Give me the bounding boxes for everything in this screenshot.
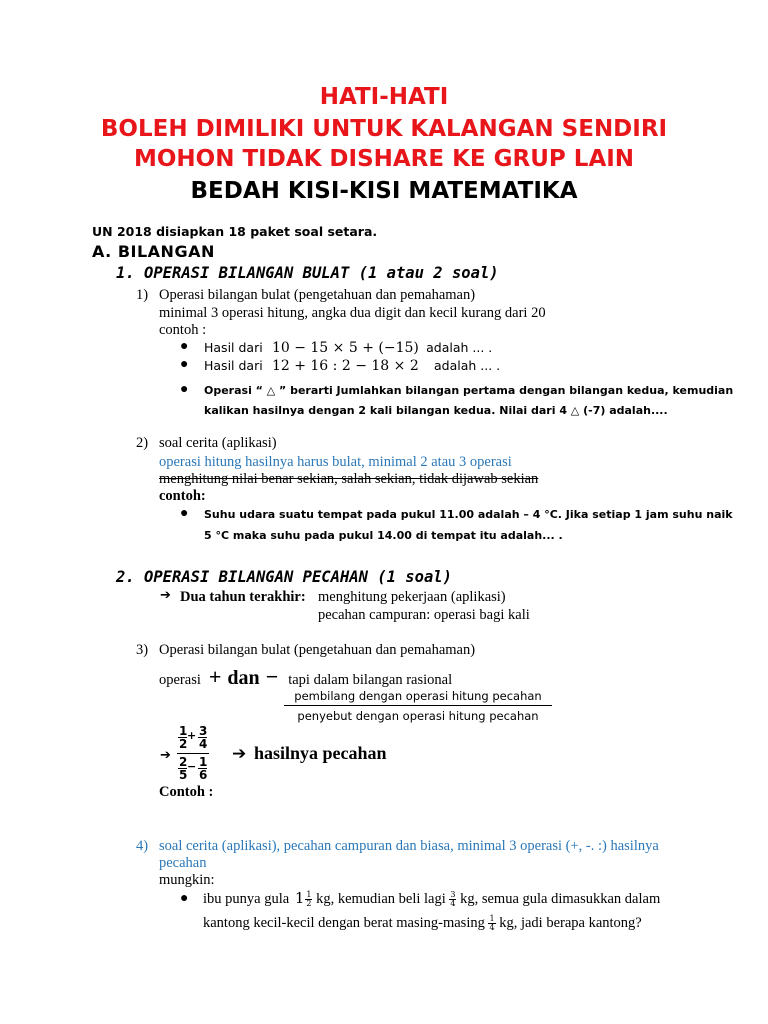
bullet-4-1-line2: kantong kecil-kecil dengan berat masing-masing $\frac{1}{4}$ kg, jadi berapa kantong?: [203, 914, 642, 933]
right-arrow-icon: ➔: [232, 744, 247, 764]
warning-no-share: MOHON TIDAK DISHARE KE GRUP LAIN: [133, 146, 635, 172]
section-heading: A. BILANGAN: [92, 242, 215, 261]
bullet-dot-icon: ●: [180, 382, 189, 397]
complex-fraction: 1 2 + 3 4 2 5 − 1 6: [179, 724, 208, 782]
warning-private: BOLEH DIMILIKI UNTUK KALANGAN SENDIRI: [100, 116, 668, 142]
item-4-line3: mungkin:: [159, 872, 215, 888]
item-1-line3: contoh :: [159, 322, 207, 338]
bullet-4-1-line1: ibu punya gula 1 $\frac{1}{2}$ kg, kemudian beli lagi $\frac{3}{4}$ kg, semua gula dimasukkan dalam: [203, 889, 661, 909]
intro-text: UN 2018 disiapkan 18 paket soal setara.: [92, 224, 378, 239]
page-title: BEDAH KISI-KISI MATEMATIKA: [190, 178, 578, 204]
item-2-line1: soal cerita (aplikasi): [159, 435, 277, 451]
bullet-2-1-line1: Suhu udara suatu tempat pada pukul 11.00 adalah – 4 °C. Jika setiap 1 jam suhu naik: [204, 508, 733, 521]
right-arrow-icon: ➔: [160, 588, 171, 603]
item-1-line1: Operasi bilangan bulat (pengetahuan dan pemahaman): [159, 287, 476, 303]
item-4-line1: soal cerita (aplikasi), pecahan campuran dan biasa, minimal 3 operasi (+, -. :) hasilnya: [159, 838, 659, 854]
bullet-dot-icon: ●: [180, 339, 189, 354]
item-1-line2: minimal 3 operasi hitung, angka dua digit dan kecil kurang dari 20: [159, 305, 546, 321]
bullet-1-2: Hasil dari 12 + 16 : 2 − 18 × 2 adalah ... .: [204, 358, 501, 374]
right-arrow-icon: ➔: [160, 748, 171, 763]
item-2-line2: operasi hitung hasilnya harus bulat, minimal 2 atau 3 operasi: [159, 454, 512, 470]
subsection-1-title: 1. OPERASI BILANGAN BULAT (1 atau 2 soal): [116, 264, 499, 282]
subsection-2-title: 2. OPERASI BILANGAN PECAHAN (1 soal): [116, 568, 452, 586]
bullet-2-1-line2: 5 °C maka suhu pada pukul 14.00 di tempat itu adalah... .: [204, 529, 563, 542]
item-1-number: 1): [136, 287, 149, 303]
item-3-line1: Operasi bilangan bulat (pengetahuan dan pemahaman): [159, 642, 476, 658]
bullet-dot-icon: ●: [180, 506, 189, 521]
fraction-rule: [284, 689, 552, 723]
two-years-text2: pecahan campuran: operasi bagi kali: [318, 607, 530, 623]
bullet-dot-icon: ●: [180, 357, 189, 372]
bullet-dot-icon: ●: [180, 891, 189, 906]
item-3-number: 3): [136, 642, 149, 658]
two-years-text1: menghitung pekerjaan (aplikasi): [318, 589, 506, 605]
item-4-line2: pecahan: [159, 855, 207, 871]
fraction-numerator-rule: pembilang dengan operasi hitung pecahan: [284, 689, 552, 706]
result-text: hasilnya pecahan: [254, 743, 387, 763]
two-years-label: Dua tahun terakhir:: [180, 589, 306, 605]
item-2-line3: menghitung nilai benar sekian, salah sekian, tidak dijawab sekian: [159, 471, 539, 487]
operation-line: operasi + dan − tapi dalam bilangan rasional: [159, 664, 453, 689]
warning-title: HATI-HATI: [319, 84, 449, 110]
item-3-contoh: Contoh :: [159, 784, 214, 800]
bullet-1-3-line1: Operasi “ △ ” berarti Jumlahkan bilangan pertama dengan bilangan kedua, kemudian: [204, 384, 734, 397]
fraction-denominator-rule: penyebut dengan operasi hitung pecahan: [297, 709, 539, 723]
item-4-number: 4): [136, 838, 149, 854]
item-2-contoh: contoh:: [159, 488, 206, 504]
bullet-1-1: Hasil dari 10 − 15 × 5 + (−15) adalah ... .: [204, 340, 493, 356]
item-2-number: 2): [136, 435, 149, 451]
bullet-1-3-line2: kalikan hasilnya dengan 2 kali bilangan kedua. Nilai dari 4 △ (-7) adalah....: [204, 404, 668, 417]
